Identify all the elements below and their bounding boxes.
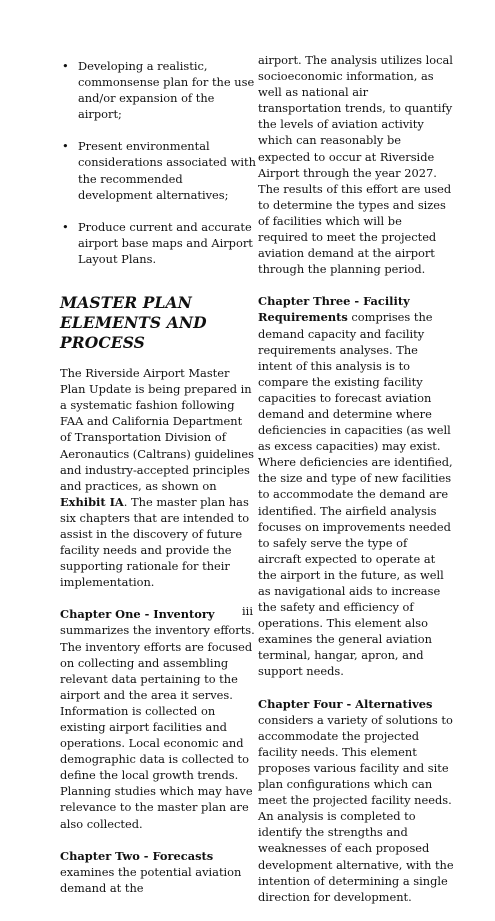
section-heading [60, 293, 256, 353]
chapter-four-title: Chapter Four - Alternatives [258, 696, 433, 711]
exhibit-reference: Exhibit IA [60, 494, 124, 509]
bullet-icon: • [62, 139, 69, 154]
chapter-two-paragraph-end [258, 52, 454, 277]
list-item-text: Developing a realistic, commonsense plan for the use and/or expansion of the airport; [78, 59, 255, 122]
list-item [60, 219, 256, 267]
chapter-two-text: examines the potential aviation demand at the [60, 864, 242, 895]
bullet-icon: • [62, 59, 69, 73]
intro-paragraph [60, 365, 256, 590]
list-item-text: Present environmental considerations associated with the recommended development alternatives; [78, 139, 256, 202]
chapter-two-title: Chapter Two - Forecasts [60, 848, 214, 863]
chapter-three-title: Chapter Three - Facility Requirements [258, 294, 410, 325]
bullet-icon: • [62, 219, 69, 234]
chapter-two-text-continued: airport. The analysis utilizes local socioeconomic information, as well as national air transportation trends, to quantify the levels of aviation activity which can reasonably be expected to occur at Riverside Airport through the year 2027. The results of this effort are used to determine the types and sizes of facilities which will be required to meet the projected aviation demand at the airport through the planning period. [258, 53, 453, 277]
chapter-four-text: considers a variety of solutions to accommodate the projected facility needs. This element proposes various facility and site plan configurations which can meet the projected facility needs. An analysis is completed to identify the strengths and weaknesses of each proposed development alternative, with the intention of determining a single direction for development. [258, 712, 454, 904]
chapter-three-paragraph [258, 293, 454, 679]
chapter-one-title: Chapter One - Inventory [60, 607, 215, 622]
chapter-two-paragraph-start [60, 848, 256, 896]
heading-line-1: MASTER PLAN [60, 293, 192, 313]
chapter-one-text: summarizes the inventory efforts. The inventory efforts are focused on collecting and assembling relevant data pertaining to the airport and the area it serves. Information is collected on existing airport facilities and operations. Local economic and demographic data is collected to define the local growth trends. Planning studies which may have relevance to the master plan are also collected. [60, 623, 255, 831]
chapter-three-text: comprises the demand capacity and facility requirements analyses. The intent of this analysis is to compare the existing facility capacities to forecast aviation demand and determine where deficiencies in capacities (as well as excess capacities) may exist. Where deficiencies are identified, the size and type of new facilities to accommodate the demand are identified. The airfield analysis focuses on improvements needed to safely serve the type of aircraft expected to operate at the airport in the future, as well as navigational aids to increase the safety and efficiency of operations. This element also examines the general aviation terminal, hangar, apron, and support needs. [258, 310, 453, 679]
list-item-text: Produce current and accurate airport base maps and Airport Layout Plans. [78, 219, 253, 266]
objectives-list [60, 58, 256, 267]
heading-line-2: ELEMENTS AND PROCESS [60, 313, 207, 353]
chapter-four-paragraph [258, 696, 454, 905]
right-column [258, 52, 454, 921]
page-number: iii [242, 604, 253, 618]
intro-text-end: . The master plan has six chapters that are intended to assist in the discovery of future facility needs and provide the supporting rationale for their implementation. [60, 494, 250, 590]
list-item [60, 58, 256, 122]
list-item [60, 138, 256, 202]
intro-text-start: The Riverside Airport Master Plan Update is being prepared in a systematic fashion following FAA and California Department of Transportation Division of Aeronautics (Caltrans) guidelines and industry-accepted principles and practices, as shown on [60, 366, 254, 493]
left-column [60, 58, 256, 896]
chapter-one-paragraph [60, 606, 256, 831]
